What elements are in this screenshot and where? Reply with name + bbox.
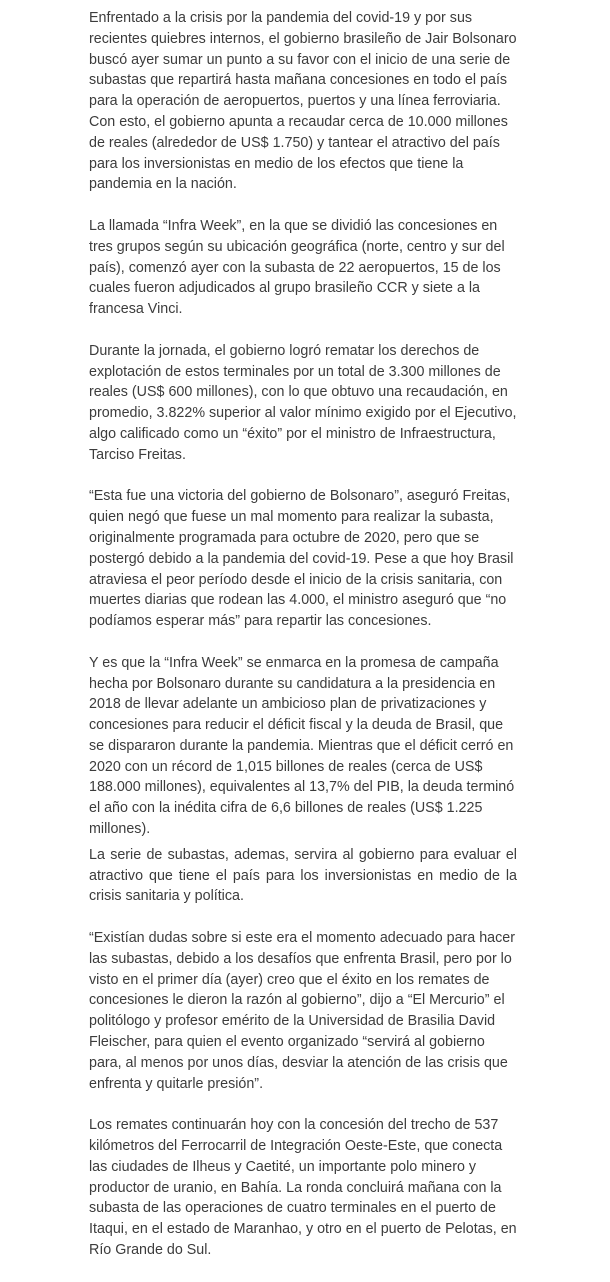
- article-paragraph-5: Y es que la “Infra Week” se enmarca en la promesa de campaña hecha por Bolsonaro durante su candidatura a la presidencia en 2018 de llevar adelante un ambicioso plan de privatizaciones y concesiones para reducir el déficit fiscal y la deuda de Brasil, que se dispararon durante la pandemia. Mientras que el déficit cerró en 2020 con un récord de 1,015 billones de reales (cerca de US$ 188.000 millones), equivalentes al 13,7% del PIB, la deuda terminó el año con la inédita cifra de 6,6 billones de reales (US$ 1.225 millones).: [89, 654, 515, 838]
- article-paragraph-7: “Existían dudas sobre si este era el momento adecuado para hacer las subastas, debido a los desafíos que enfrenta Brasil, pero por lo visto en el primer día (ayer) creo que el éxito en los remates de concesiones le dieron la razón al gobierno”, dijo a “El Mercurio” el politólogo y profesor emérito de la Universidad de Brasilia David Fleischer, para quien el evento organizado “servirá al gobierno para, al menos por unos días, desviar la atención de las crisis que enfrenta y quitarle presión”.: [89, 930, 515, 1092]
- article-paragraph-6: La serie de subastas, ademas, servira al gobierno para evaluar el atractivo que tiene el país para los inversionistas en medio de la crisis sanitaria y política.: [89, 846, 517, 905]
- article-paragraph-4: “Esta fue una victoria del gobierno de Bolsonaro”, aseguró Freitas, quien negó que fuese un mal momento para realizar la subasta, originalmente programada para octubre de 2020, pero que se postergó debido a la pandemia del covid-19. Pese a que hoy Brasil atraviesa el peor período desde el inicio de la crisis sanitaria, con muertes diarias que rodean las 4.000, el ministro aseguró que “no podíamos esperar más” para repartir las concesiones.: [89, 488, 514, 630]
- article-paragraph-8: Los remates continuarán hoy con la concesión del trecho de 537 kilómetros del Ferrocarril de Integración Oeste-Este, que conecta las ciudades de Ilheus y Caetité, un importante polo minero y productor de uranio, en Bahía. La ronda concluirá mañana con la subasta de las operaciones de cuatro terminales en el puerto de Itaqui, en el estado de Maranhao, y otro en el puerto de Pelotas, en Río Grande do Sul.: [89, 1117, 517, 1259]
- article-paragraph-2: La llamada “Infra Week”, en la que se dividió las concesiones en tres grupos según su ubicación geográfica (norte, centro y sur del país), comenzó ayer con la subasta de 22 aeropuertos, 15 de los cuales fueron adjudicados al grupo brasileño CCR y siete a la francesa Vinci.: [89, 217, 505, 318]
- article-body: [81, 8, 517, 1282]
- article-paragraph-1: Enfrentado a la crisis por la pandemia del covid-19 y por sus recientes quiebres internos, el gobierno brasileño de Jair Bolsonaro buscó ayer sumar un punto a su favor con el inicio de una serie de subastas que repartirá hasta mañana concesiones en todo el país para la operación de aeropuertos, puertos y una línea ferroviaria. Con esto, el gobierno apunta a recaudar cerca de 10.000 millones de reales (alrededor de US$ 1.750) y tantear el atractivo del país para los inversionistas en medio de los efectos que tiene la pandemia en la nación.: [89, 10, 517, 193]
- article-paragraph-3: Durante la jornada, el gobierno logró rematar los derechos de explotación de estos terminales por un total de 3.300 millones de reales (US$ 600 millones), con lo que obtuvo una recaudación, en promedio, 3.822% superior al valor mínimo exigido por el Ejecutivo, algo calificado como un “éxito” por el ministro de Infraestructura, Tarciso Freitas.: [89, 342, 517, 463]
